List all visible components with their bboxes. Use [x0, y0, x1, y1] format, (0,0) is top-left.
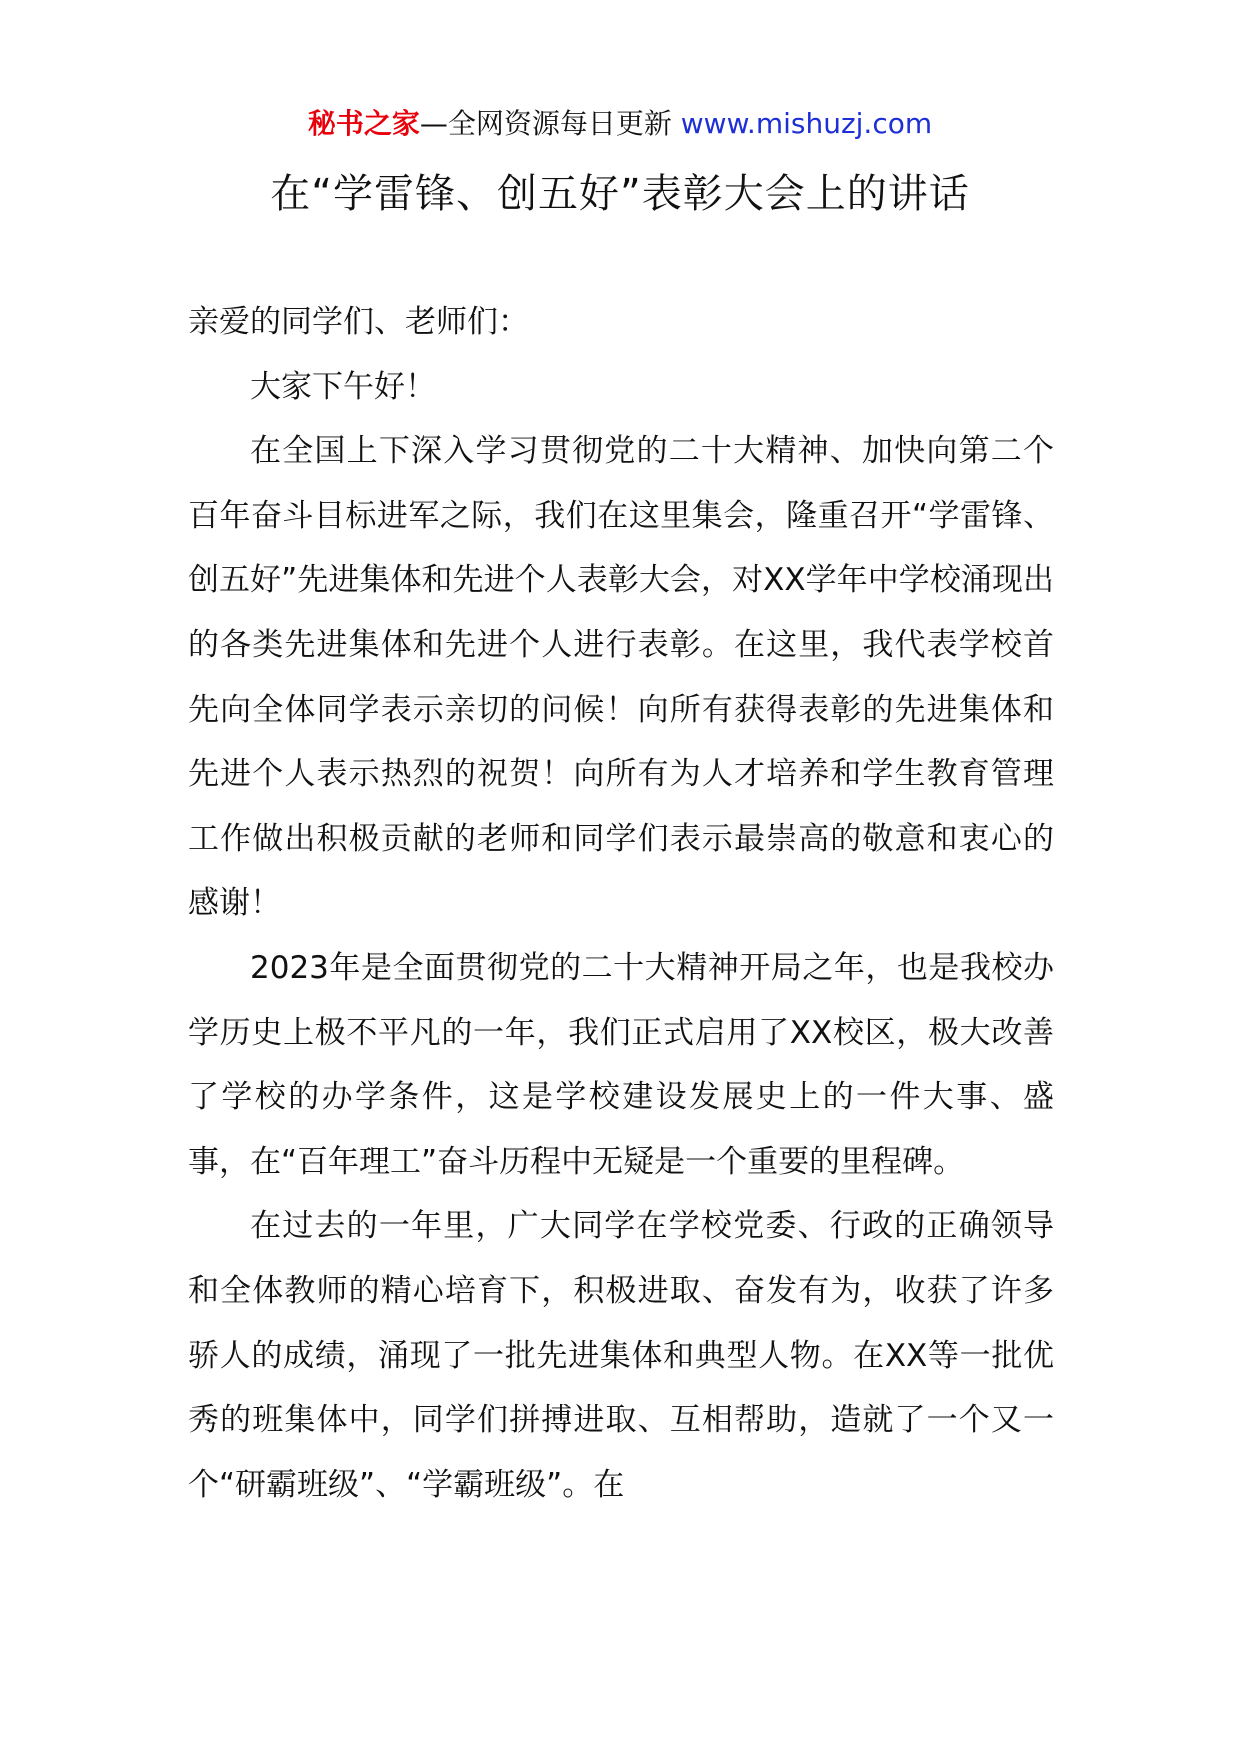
- paragraph: 在全国上下深入学习贯彻党的二十大精神、加快向第二个百年奋斗目标进军之际，我们在这里集会，隆重召开“学雷锋、创五好”先进集体和先进个人表彰大会，对XX学年中学校涌现出的各类先进集体和先进个人进行表彰。在这里，我代表学校首先向全体同学表示亲切的问候！向所有获得表彰的先进集体和先进个人表示热烈的祝贺！向所有为人才培养和学生教育管理工作做出积极贡献的老师和同学们表示最崇高的敬意和衷心的感谢！: [188, 433, 1054, 922]
- site-header: [0, 104, 1240, 144]
- salutation: 亲爱的同学们、老师们：: [188, 304, 529, 340]
- document-title: 在“学雷锋、创五好”表彰大会上的讲话: [270, 171, 970, 217]
- document-body: [188, 290, 1054, 1517]
- header-slogan: —全网资源每日更新: [419, 107, 681, 140]
- paragraph: 2023年是全面贯彻党的二十大精神开局之年，也是我校办学历史上极不平凡的一年，我们正式启用了XX校区，极大改善了学校的办学条件，这是学校建设发展史上的一件大事、盛事，在“百年理工”奋斗历程中无疑是一个重要的里程碑。: [188, 949, 1054, 1180]
- paragraph: 大家下午好！: [250, 368, 436, 405]
- brand-name: 秘书之家: [307, 107, 420, 140]
- site-url: www.mishuzj.com: [680, 107, 933, 140]
- paragraph: 在过去的一年里，广大同学在学校党委、行政的正确领导和全体教师的精心培育下，积极进取、奋发有为，收获了许多骄人的成绩，涌现了一批先进集体和典型人物。在XX等一批优秀的班集体中，同学们拼搏进取、互相帮助，造就了一个又一个“研霸班级”、“学霸班级”。在: [188, 1208, 1054, 1503]
